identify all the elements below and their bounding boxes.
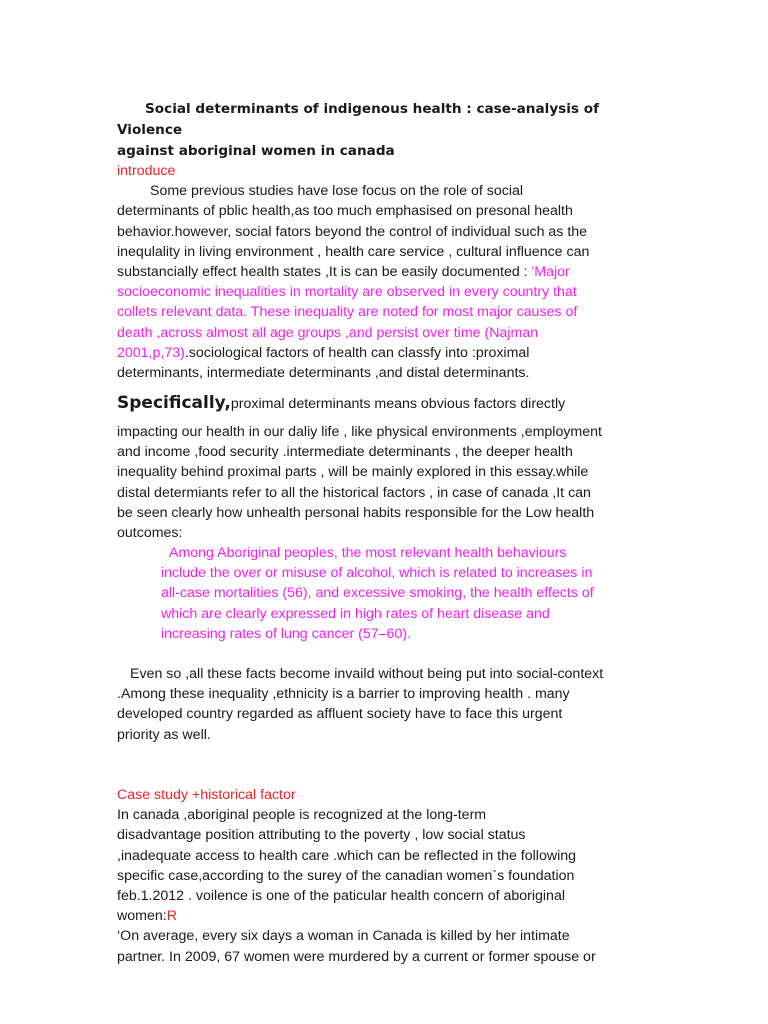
case-study-heading: Case study +historical factor [117, 787, 296, 803]
even-so-paragraph [117, 664, 667, 745]
quote-line: all-case mortalities (56), and excessive smoking, the health effects of [161, 585, 594, 602]
intro-line: Some previous studies have lose focus on the role of social [150, 183, 524, 200]
red-marker: R [166, 908, 177, 925]
specifically-word: Specifically, [117, 393, 231, 413]
intro-line: determinants of pblic health,as too much emphasised on presonal health [117, 203, 573, 220]
specifically-line: distal determiants refer to all the historical factors , in case of canada ,It can [117, 484, 591, 501]
case-study-line: feb.1.2012 . voilence is one of the paticular health concern of aboriginal [117, 888, 565, 905]
document-title [117, 99, 657, 162]
intro-quote-line: socioeconomic inequalities in mortality are observed in every country that [117, 284, 577, 301]
paragraph-line: developed country regarded as affluent society have to face this urgent [117, 706, 563, 723]
intro-line: substancially effect health states ,It is can be easily documented : [117, 264, 532, 281]
specifically-line: outcomes: [117, 525, 183, 542]
case-study-line: disadvantage position attributing to the poverty , low social status [117, 827, 526, 844]
intro-line: behavior.however, social fators beyond the control of individual such as the [117, 223, 588, 240]
case-study-line: In canada ,aboriginal people is recognized at the long-term [117, 807, 487, 824]
intro-line: inequlality in living environment , health care service , cultural influence can [117, 243, 590, 260]
introduce-heading: introduce [117, 163, 176, 179]
specifically-section [117, 422, 657, 543]
quote-line: include the over or misuse of alcohol, which is related to increases in [161, 565, 593, 582]
case-study-line: women: [117, 908, 167, 925]
specifically-lead [117, 391, 657, 416]
title-line-1: Social determinants of indigenous health : case-analysis of Violence [117, 101, 600, 138]
intro-quote-line: collets relevant data. These inequality are noted for most major causes of [117, 304, 578, 321]
intro-quote-line: death ,across almost all age groups ,and persist over time (Najman [117, 324, 539, 341]
block-quote [161, 543, 651, 644]
case-study-line: specific case,according to the surey of the canadian women`s foundation [117, 867, 575, 884]
introduce-section [117, 161, 657, 383]
specifically-line: be seen clearly how unhealth personal habits responsible for the Low health [117, 504, 595, 521]
quote-start: 'Major [531, 264, 570, 281]
case-study-section [117, 785, 657, 967]
specifically-line: impacting our health in our daliy life , like physical environments ,employment [117, 424, 602, 440]
specifically-line: and income ,food security .intermediate determinants , the deeper health [117, 444, 573, 461]
title-line-2: against aboriginal women in canada [117, 143, 395, 159]
case-study-line: ,inadequate access to health care .which can be reflected in the following [117, 847, 577, 864]
specifically-line: proximal determinants means obvious factors directly [230, 396, 566, 412]
quote-line: increasing rates of lung cancer (57–60). [161, 625, 411, 642]
case-study-quote-line: ‘On average, every six days a woman in Canada is killed by her intimate [117, 928, 570, 945]
intro-citation: 2001,p,73) [117, 344, 185, 361]
specifically-line: inequality behind proximal parts , will be mainly explored in this essay.while [117, 464, 589, 481]
case-study-quote-line: partner. In 2009, 67 women were murdered by a current or former spouse or [117, 948, 596, 965]
intro-line: determinants, intermediate determinants ,and distal determinants. [117, 365, 530, 382]
paragraph-line: priority as well. [117, 726, 211, 743]
quote-line: which are clearly expressed in high rates of heart disease and [161, 605, 550, 622]
paragraph-line: .Among these inequality ,ethnicity is a barrier to improving health . many [117, 686, 570, 703]
quote-line: Among Aboriginal peoples, the most relevant health behaviours [169, 545, 567, 561]
intro-line: .sociological factors of health can classfy into :proximal [184, 344, 530, 361]
paragraph-line: Even so ,all these facts become invaild without being put into social-context [130, 666, 604, 682]
